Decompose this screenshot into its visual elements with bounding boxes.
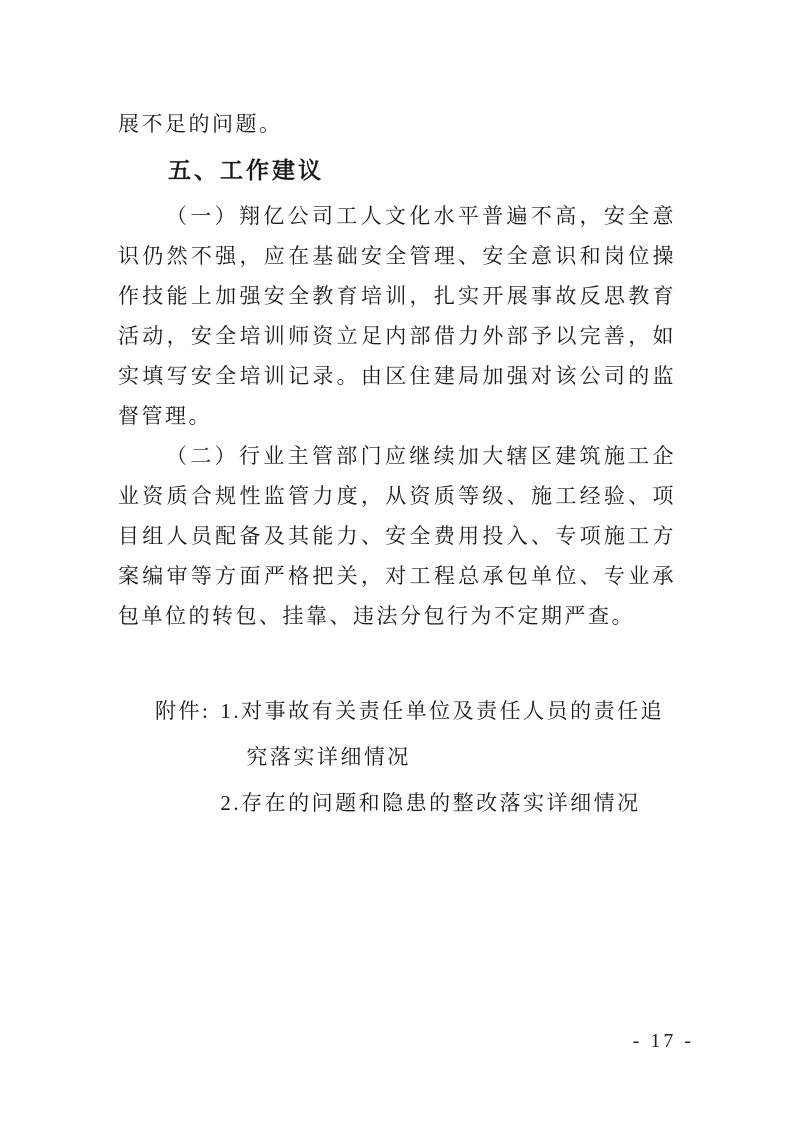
- paragraph-recommendation-1: （一）翔亿公司工人文化水平普遍不高，安全意识仍然不强，应在基础安全管理、安全意识和岗位操作技能上加强安全教育培训，扎实开展事故反思教育活动，安全培训师资立足内部借力外部予以完善，如实填写安全培训记录。由区住建局加强对该公司的监督管理。: [118, 204, 676, 428]
- attachment-item-1: 1.对事故有关责任单位及责任人员的责任追究落实详细情况: [220, 699, 665, 769]
- attachment-item-2: 2.存在的问题和隐患的整改落实详细情况: [220, 791, 641, 815]
- paragraph-recommendation-2: （二）行业主管部门应继续加大辖区建筑施工企业资质合规性监管力度，从资质等级、施工经验、项目组人员配备及其能力、安全费用投入、专项施工方案编审等方面严格把关，对工程总承包单位、专业承包单位的转包、挂靠、违法分包行为不定期严查。: [118, 444, 676, 628]
- continuation-paragraph: 展不足的问题。: [118, 112, 283, 136]
- attachments-label: 附件:: [155, 699, 211, 723]
- page-number: - 17 -: [632, 1030, 694, 1052]
- section-heading: 五、工作建议: [168, 158, 324, 183]
- attachments-block: [155, 688, 676, 826]
- document-body: [118, 104, 676, 826]
- attachments-list: [220, 688, 676, 826]
